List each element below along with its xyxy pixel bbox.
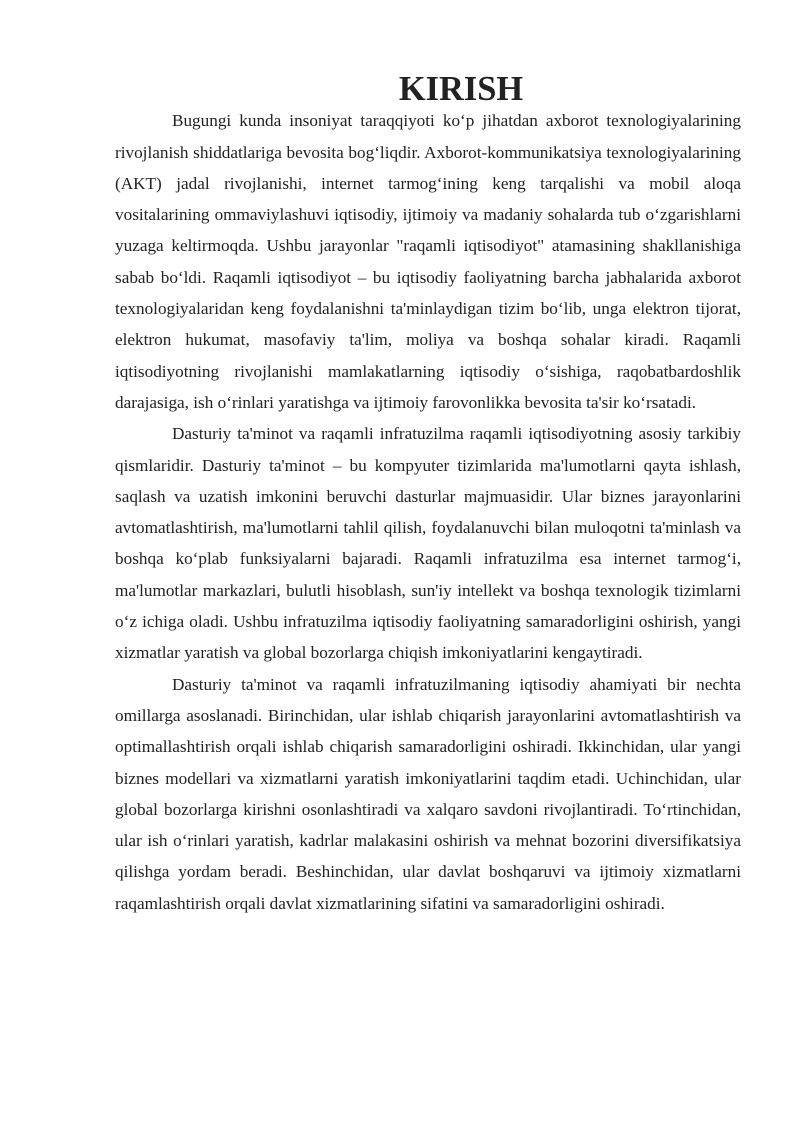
document-body bbox=[115, 70, 741, 919]
section-title: KIRISH bbox=[398, 70, 524, 108]
software-infrastructure-paragraph: Dasturiy ta'minot va raqamli infratuzilma raqamli iqtisodiyotning asosiy tarkibiy qismlaridir. Dasturiy ta'minot – bu kompyuter tizimlarida ma'lumotlarni qayta ishlash, saqlash va uzatish imkonini beruvchi dasturlar majmuasidir. Ular biznes jarayonlarini avtomatlashtirish, ma'lumotlarni tahlil qilish, foydalanuvchi bilan muloqotni ta'minlash va boshqa ko‘plab funksiyalarni bajaradi. Raqamli infratuzilma esa internet tarmog‘i, ma'lumotlar markazlari, bulutli hisoblash, sun'iy intellekt va boshqa texnologik tizimlarni o‘z ichiga oladi. Ushbu infratuzilma iqtisodiy faoliyatning samaradorligini oshirish, yangi xizmatlar yaratish va global bozorlarga chiqish imkoniyatlarini kengaytiradi. bbox=[115, 424, 741, 663]
intro-paragraph: Bugungi kunda insoniyat taraqqiyoti ko‘p jihatdan axborot texnologiyalarining rivojlanish shiddatlariga bevosita bog‘liqdir. Axborot-kommunikatsiya texnologiyalarining (AKT) jadal rivojlanishi, internet tarmog‘ining keng tarqalishi va mobil aloqa vositalarining ommaviylashuvi iqtisodiy, ijtimoiy va madaniy sohalarda tub o‘zgarishlarni yuzaga keltirmoqda. Ushbu jarayonlar "raqamli iqtisodiyot" atamasining shakllanishiga sabab bo‘ldi. Raqamli iqtisodiyot – bu iqtisodiy faoliyatning barcha jabhalarida axborot texnologiyalaridan keng foydalanishni ta'minlaydigan tizim bo‘lib, unga elektron tijorat, elektron hukumat, masofaviy ta'lim, moliya va boshqa sohalar kiradi. Raqamli iqtisodiyotning rivojlanishi mamlakatlarning iqtisodiy o‘sishiga, raqobatbardoshlik darajasiga, ish o‘rinlari yaratishga va ijtimoiy farovonlikka bevosita ta'sir ko‘rsatadi. bbox=[115, 111, 741, 412]
economic-importance-paragraph: Dasturiy ta'minot va raqamli infratuzilmaning iqtisodiy ahamiyati bir nechta omillarga asoslanadi. Birinchidan, ular ishlab chiqarish jarayonlarini avtomatlashtirish va optimallashtirish orqali ishlab chiqarish samaradorligini oshiradi. Ikkinchidan, ular yangi biznes modellari va xizmatlarni yaratish imkoniyatlarini taqdim etadi. Uchinchidan, ular global bozorlarga kirishni osonlashtiradi va xalqaro savdoni rivojlantiradi. To‘rtinchidan, ular ish o‘rinlari yaratish, kadrlar malakasini oshirish va mehnat bozorini diversifikatsiya qilishga yordam beradi. Beshinchidan, ular davlat boshqaruvi va ijtimoiy xizmatlarni raqamlashtirish orqali davlat xizmatlarining sifatini va samaradorligini oshiradi. bbox=[115, 674, 741, 913]
